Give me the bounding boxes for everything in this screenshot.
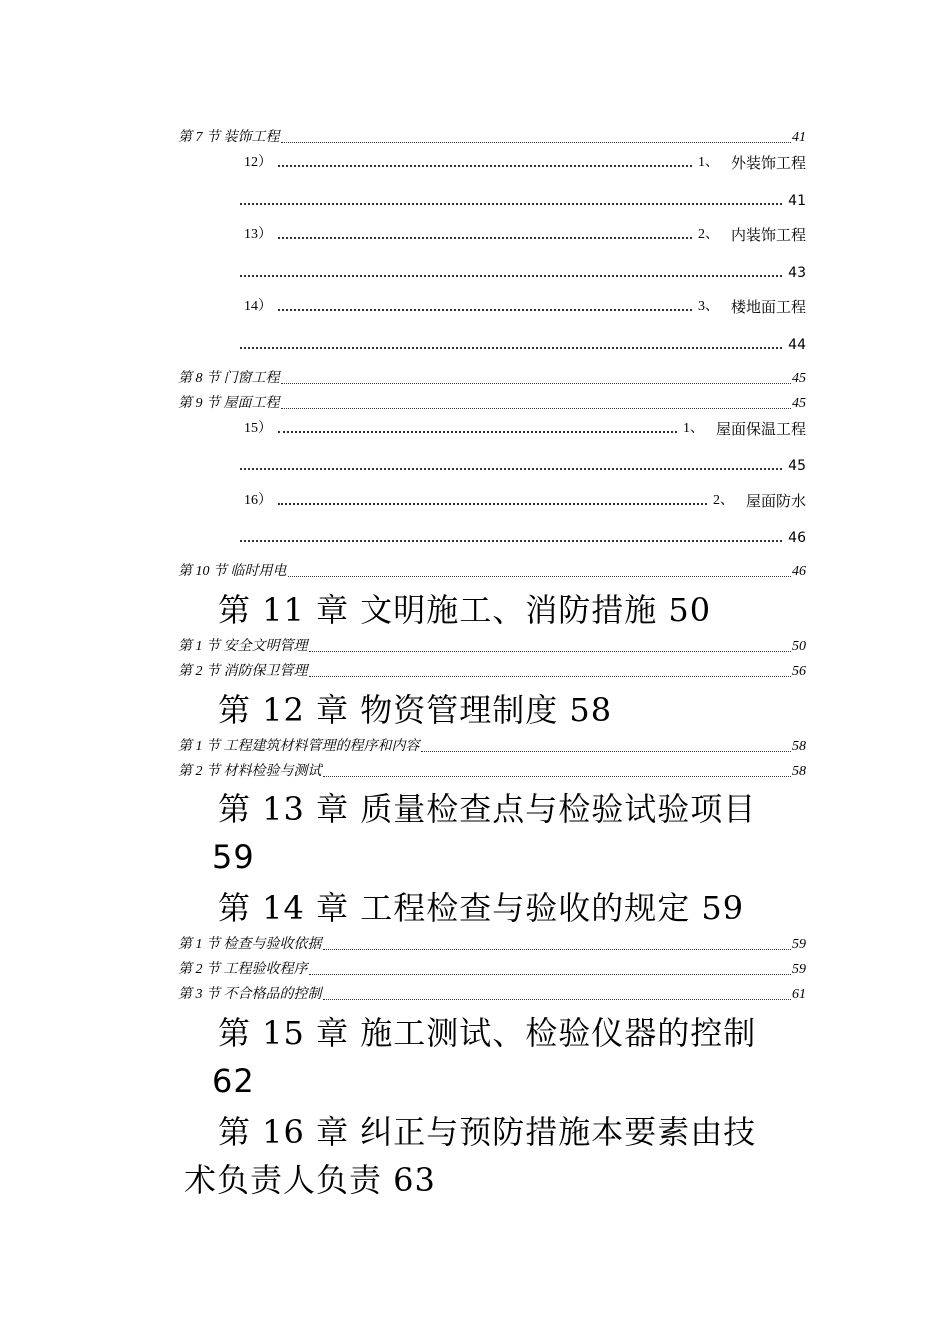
chapter-title: 第 14 章 工程检查与验收的规定 59 bbox=[218, 889, 745, 927]
item-index: 1、 bbox=[682, 421, 704, 436]
page-number: 58 bbox=[792, 739, 806, 754]
section-label: 第 2 节 消防保卫管理 bbox=[178, 664, 308, 679]
toc-chapter-heading[interactable] bbox=[180, 785, 810, 881]
toc-section-entry[interactable] bbox=[178, 393, 806, 413]
toc-sub-page-line[interactable] bbox=[240, 190, 806, 210]
toc-chapter-heading[interactable] bbox=[180, 884, 810, 932]
dot-leader bbox=[281, 407, 792, 409]
dot-leader bbox=[323, 775, 792, 777]
chapter-title: 第 13 章 质量检查点与检验试验项目 bbox=[218, 790, 757, 828]
page-number: 45 bbox=[792, 396, 806, 411]
item-title: 楼地面工程 bbox=[730, 298, 806, 316]
toc-sub-entry[interactable] bbox=[244, 152, 806, 172]
item-number: 15） bbox=[244, 421, 272, 436]
dot-leader bbox=[323, 948, 792, 950]
toc-section-entry[interactable] bbox=[178, 561, 806, 581]
item-index: 1、 bbox=[697, 155, 719, 170]
section-label: 第 2 节 材料检验与测试 bbox=[178, 764, 322, 779]
dot-leader bbox=[240, 467, 782, 470]
toc-sub-entry[interactable] bbox=[244, 418, 806, 438]
page-number: 45 bbox=[788, 458, 806, 474]
toc-chapter-heading[interactable] bbox=[180, 1009, 810, 1105]
toc-section-entry[interactable] bbox=[178, 636, 806, 656]
chapter-page-number: 62 bbox=[212, 1062, 255, 1100]
item-title: 外装饰工程 bbox=[730, 154, 806, 172]
section-label: 第 10 节 临时用电 bbox=[178, 564, 287, 579]
dot-leader bbox=[309, 973, 792, 975]
toc-sub-page-line[interactable] bbox=[240, 455, 806, 475]
page-number: 44 bbox=[788, 337, 806, 353]
dot-leader bbox=[281, 141, 792, 143]
chapter-title-continued: 术负责人负责 63 bbox=[184, 1161, 436, 1199]
chapter-title: 第 15 章 施工测试、检验仪器的控制 bbox=[218, 1014, 757, 1052]
toc-section-entry[interactable] bbox=[178, 661, 806, 681]
page-number: 50 bbox=[792, 639, 806, 654]
dot-leader bbox=[278, 236, 692, 239]
page-number: 43 bbox=[788, 265, 806, 281]
section-label: 第 1 节 检查与验收依据 bbox=[178, 937, 322, 952]
item-number: 12） bbox=[244, 155, 272, 170]
dot-leader bbox=[240, 539, 782, 542]
page-number: 59 bbox=[792, 937, 806, 952]
page-number: 41 bbox=[792, 130, 806, 145]
toc-section-entry[interactable] bbox=[178, 736, 806, 756]
dot-leader bbox=[240, 346, 782, 349]
item-title: 屋面防水 bbox=[745, 492, 806, 510]
dot-leader bbox=[323, 998, 792, 1000]
item-index: 2、 bbox=[697, 227, 719, 242]
dot-leader bbox=[309, 650, 792, 652]
toc-section-entry[interactable] bbox=[178, 761, 806, 781]
section-label: 第 1 节 工程建筑材料管理的程序和内容 bbox=[178, 739, 420, 754]
section-label: 第 7 节 装饰工程 bbox=[178, 130, 280, 145]
chapter-page-number: 59 bbox=[212, 838, 255, 876]
dot-leader bbox=[309, 675, 792, 677]
section-label: 第 2 节 工程验收程序 bbox=[178, 962, 308, 977]
page-number: 58 bbox=[792, 764, 806, 779]
dot-leader bbox=[278, 164, 692, 167]
chapter-title: 第 12 章 物资管理制度 58 bbox=[218, 691, 613, 729]
dot-leader bbox=[240, 202, 782, 205]
toc-sub-page-line[interactable] bbox=[240, 334, 806, 354]
dot-leader bbox=[421, 750, 792, 752]
toc-sub-entry[interactable] bbox=[244, 490, 806, 510]
item-index: 3、 bbox=[697, 299, 719, 314]
page-number: 61 bbox=[792, 987, 806, 1002]
dot-leader bbox=[240, 274, 782, 277]
page-number: 41 bbox=[788, 193, 806, 209]
toc-sub-page-line[interactable] bbox=[240, 262, 806, 282]
page-number: 56 bbox=[792, 664, 806, 679]
dot-leader bbox=[278, 502, 707, 505]
section-label: 第 3 节 不合格品的控制 bbox=[178, 987, 322, 1002]
toc-sub-entry[interactable] bbox=[244, 224, 806, 244]
toc-sub-entry[interactable] bbox=[244, 296, 806, 316]
toc-section-entry[interactable] bbox=[178, 127, 806, 147]
toc-chapter-heading[interactable] bbox=[180, 586, 810, 634]
page-number: 46 bbox=[788, 530, 806, 546]
toc-section-entry[interactable] bbox=[178, 934, 806, 954]
toc-section-entry[interactable] bbox=[178, 984, 806, 1004]
section-label: 第 9 节 屋面工程 bbox=[178, 396, 280, 411]
chapter-title: 第 11 章 文明施工、消防措施 50 bbox=[218, 591, 712, 629]
toc-sub-page-line[interactable] bbox=[240, 527, 806, 547]
page-number: 46 bbox=[792, 564, 806, 579]
section-label: 第 8 节 门窗工程 bbox=[178, 371, 280, 386]
item-number: 14） bbox=[244, 299, 272, 314]
page-number: 45 bbox=[792, 371, 806, 386]
dot-leader bbox=[288, 575, 792, 577]
dot-leader bbox=[278, 308, 692, 311]
item-title: 屋面保温工程 bbox=[715, 420, 806, 438]
dot-leader bbox=[278, 430, 677, 433]
item-number: 13） bbox=[244, 227, 272, 242]
item-title: 内装饰工程 bbox=[730, 226, 806, 244]
item-index: 2、 bbox=[712, 493, 734, 508]
dot-leader bbox=[281, 382, 792, 384]
toc-section-entry[interactable] bbox=[178, 368, 806, 388]
section-label: 第 1 节 安全文明管理 bbox=[178, 639, 308, 654]
toc-chapter-heading[interactable] bbox=[180, 1108, 810, 1204]
toc-section-entry[interactable] bbox=[178, 959, 806, 979]
page-number: 59 bbox=[792, 962, 806, 977]
chapter-title: 第 16 章 纠正与预防措施本要素由技 bbox=[218, 1113, 757, 1151]
item-number: 16） bbox=[244, 493, 272, 508]
toc-chapter-heading[interactable] bbox=[180, 686, 810, 734]
